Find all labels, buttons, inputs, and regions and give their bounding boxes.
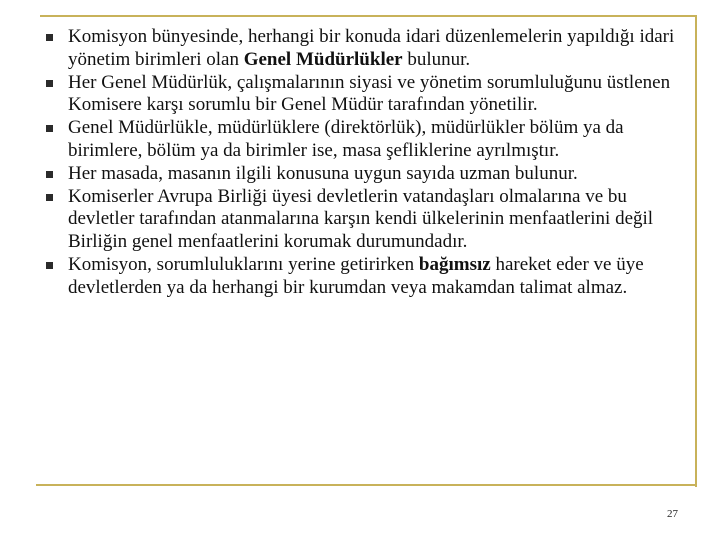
bullet-item-komiserler bbox=[40, 186, 685, 254]
frame-right-line bbox=[695, 15, 697, 487]
square-bullet-icon bbox=[46, 171, 53, 178]
bullet-text-part: hareket eder ve üye devletlerden ya da herhangi bir kurumdan veya makamdan talimat almaz. bbox=[68, 253, 644, 298]
page-number: 27 bbox=[667, 508, 678, 520]
bullet-text: Genel Müdürlükle, müdürlüklere (direktörlük), müdürlükler bölüm ya da birimlere, bölüm ya da birimler ise, masa şefliklerine ayrılmıştır. bbox=[68, 117, 624, 161]
frame-bottom-line bbox=[36, 484, 697, 486]
bullet-text: Her masada, masanın ilgili konusuna uygun sayıda uzman bulunur. bbox=[68, 162, 578, 184]
square-bullet-icon bbox=[46, 80, 53, 87]
square-bullet-icon bbox=[46, 34, 53, 41]
bullet-item-bagimsiz bbox=[40, 254, 685, 300]
bullet-bold-text: bağımsız bbox=[418, 253, 491, 275]
bullet-text: Komiserler Avrupa Birliği üyesi devletlerin vatandaşları olmalarına ve bu devletler tarafından atanmalarına karşın kendi ülkelerinin menfaatlerini değil Birliğin genel menfaatlerini korumak durumundadır. bbox=[68, 185, 654, 253]
square-bullet-icon bbox=[46, 194, 53, 201]
square-bullet-icon bbox=[46, 125, 53, 132]
bullet-item-genel-mudur bbox=[40, 72, 685, 118]
bullet-text-part: Komisyon, sorumluluklarını yerine getirirken bbox=[68, 253, 419, 275]
bullet-text-part: bulunur. bbox=[402, 48, 471, 70]
bullet-item-mudurlukler bbox=[40, 117, 685, 163]
bullet-list bbox=[40, 26, 685, 300]
frame-top-line bbox=[40, 15, 697, 17]
bullet-item-genel-mudurlukler bbox=[40, 26, 685, 72]
bullet-text: Her Genel Müdürlük, çalışmalarının siyasi ve yönetim sorumluluğunu üstlenen Komisere karşı sorumlu bir Genel Müdür tarafından yönetilir. bbox=[68, 71, 671, 116]
square-bullet-icon bbox=[46, 262, 53, 269]
bullet-text-part: Komisyon bünyesinde, herhangi bir konuda idari düzenlemelerin yapıldığı idari yönetim birimleri olan bbox=[68, 26, 675, 70]
bullet-bold-text: Genel Müdürlükler bbox=[243, 48, 403, 70]
bullet-item-masa bbox=[40, 163, 685, 186]
